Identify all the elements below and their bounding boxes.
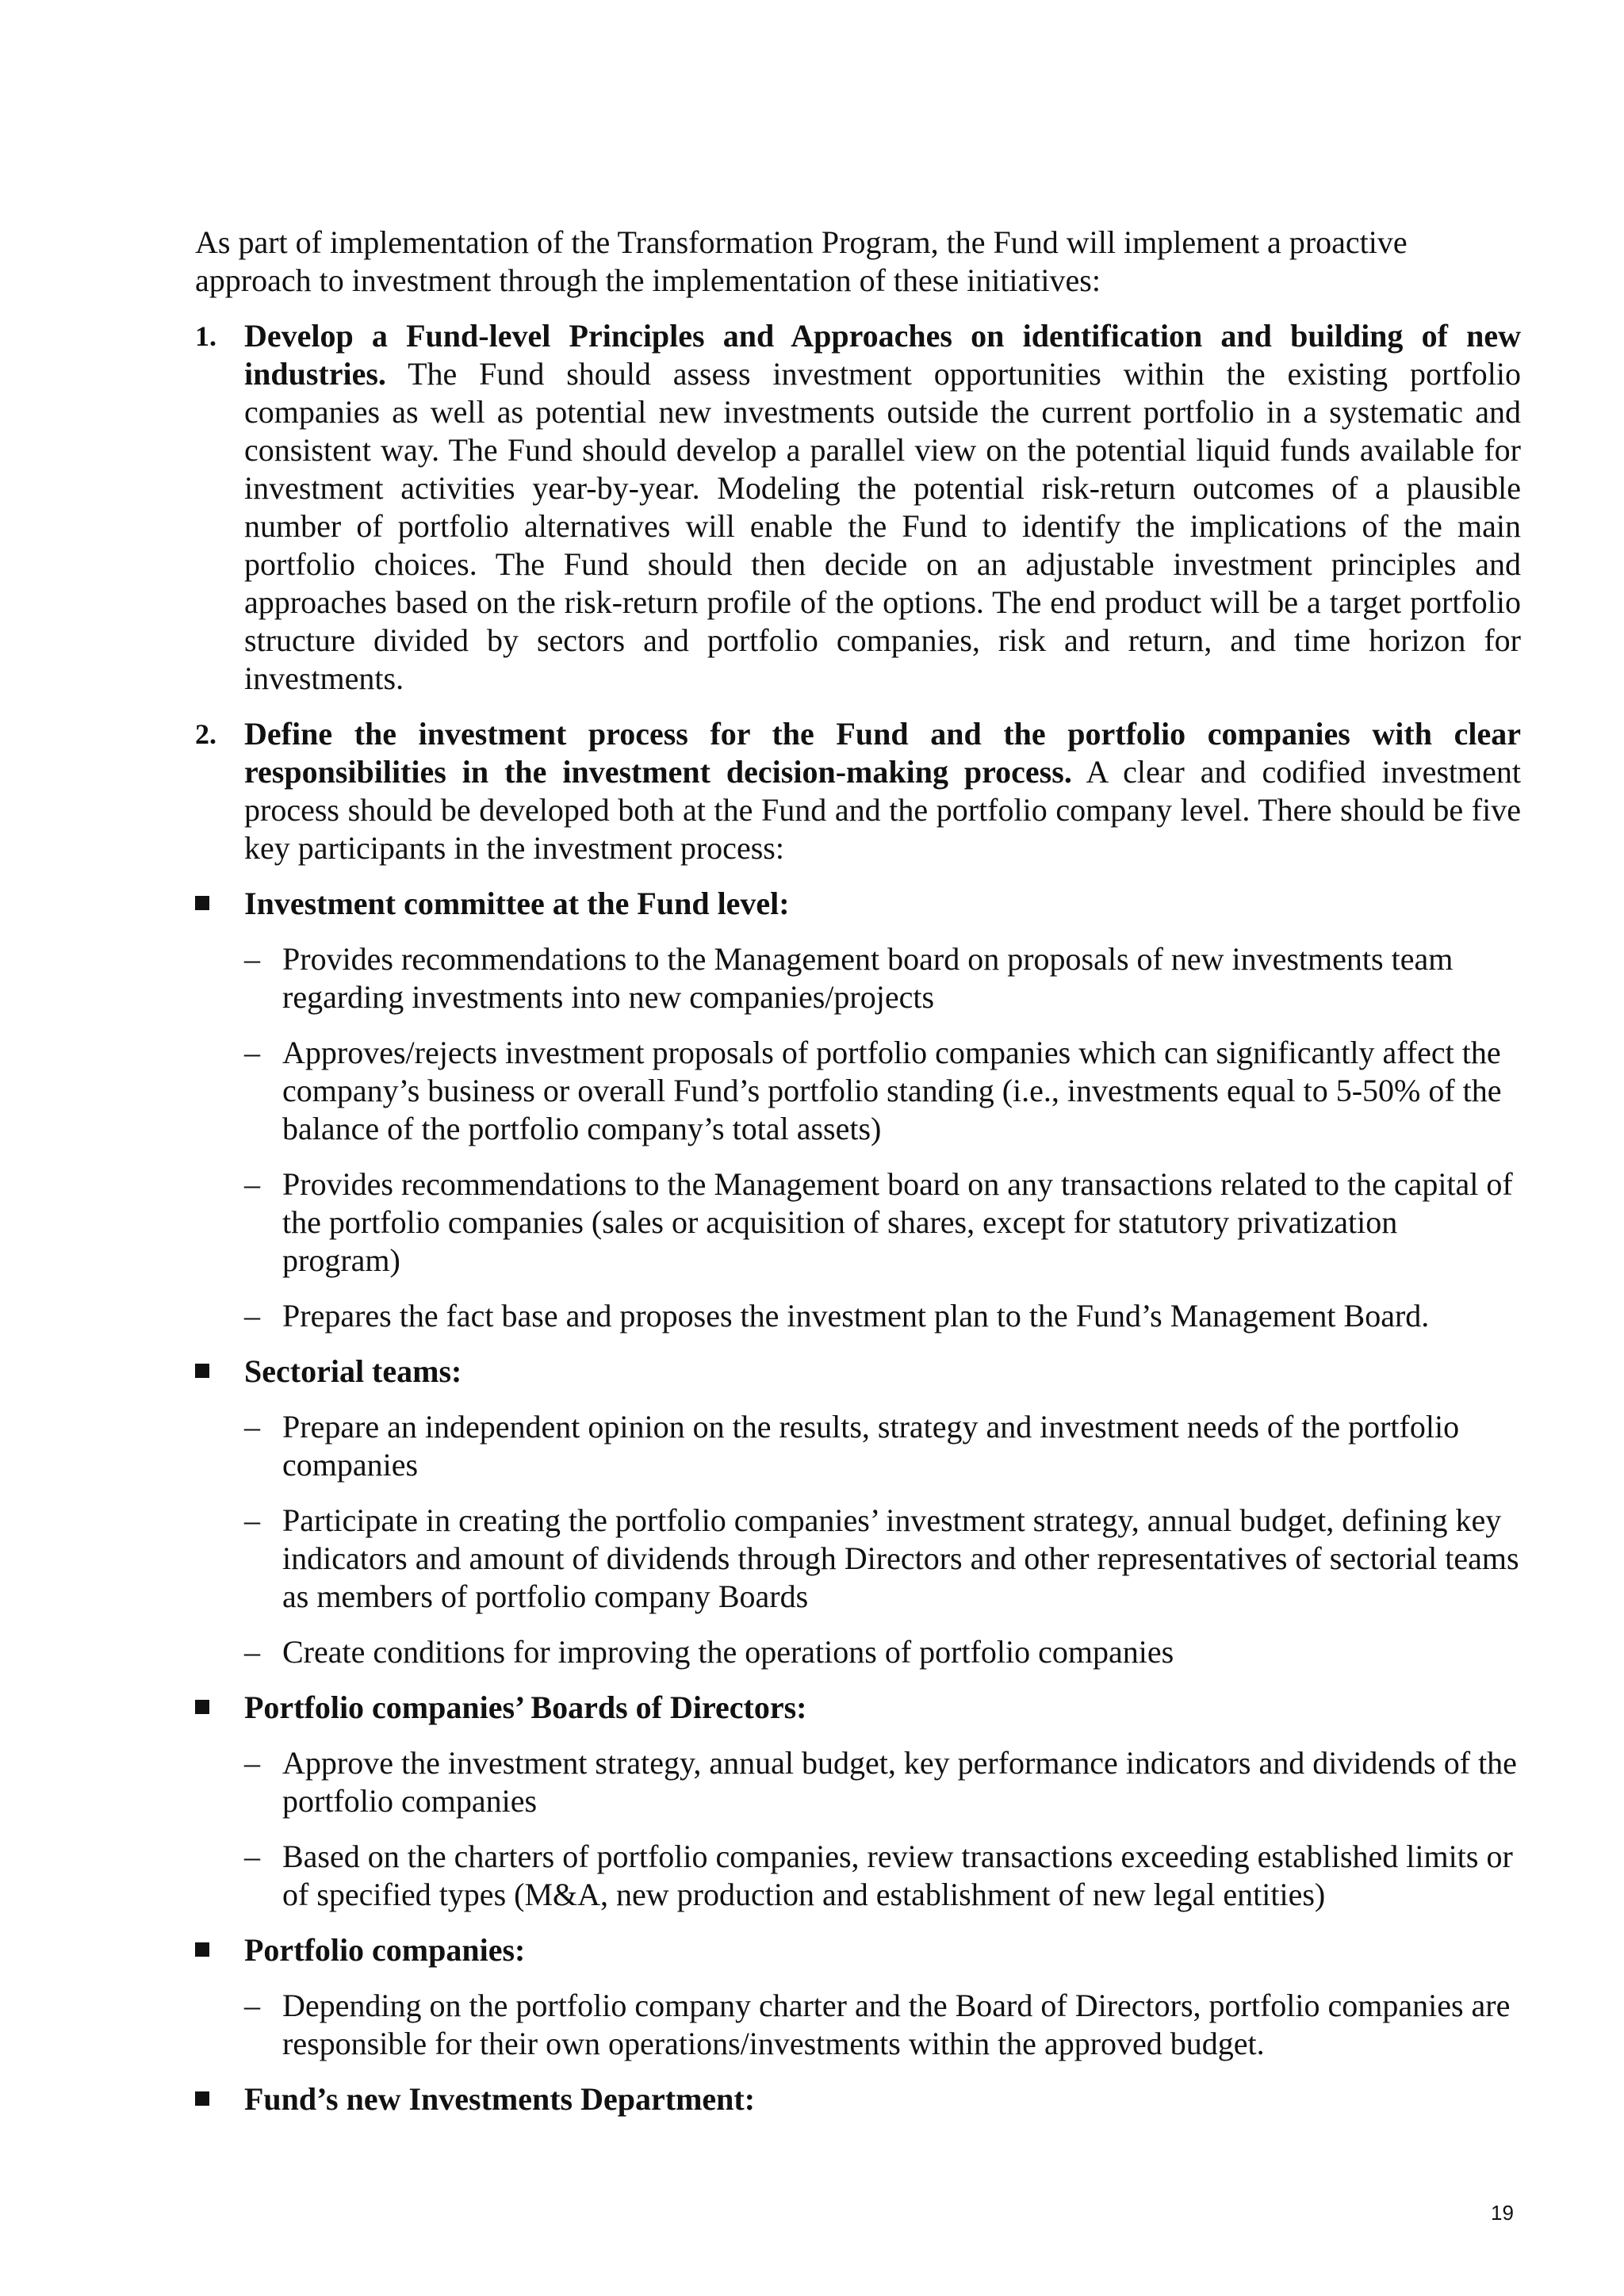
participant-heading-text: Portfolio companies: [244, 1932, 526, 1968]
duty-item [244, 1408, 1521, 1484]
square-bullet-icon [195, 2091, 209, 2106]
square-bullet-icon [195, 1942, 209, 1957]
item-number: 2. [195, 718, 216, 750]
dash-bullet-icon: – [244, 1839, 260, 1874]
participant-duties [244, 1744, 1521, 1914]
duty-text: Based on the charters of portfolio companies, review transactions exceeding established limits or of specified types (M&A, new production and establishment of new legal entities) [282, 1839, 1513, 1912]
participant-heading [195, 1689, 1521, 1727]
participant-duties [244, 940, 1521, 1335]
participant-heading-text: Investment committee at the Fund level: [244, 886, 790, 921]
duty-text: Depending on the portfolio company charter and the Board of Directors, portfolio companies are responsible for their own operations/investments within the approved budget. [282, 1988, 1511, 2061]
item-number: 1. [195, 320, 216, 352]
page-number: 19 [1491, 2201, 1514, 2225]
dash-bullet-icon: – [244, 1745, 260, 1781]
duty-text: Provides recommendations to the Management board on any transactions related to the capital of the portfolio companies (sales or acquisition of shares, except for statutory privatization program) [282, 1166, 1513, 1278]
square-bullet-icon [195, 1700, 209, 1714]
duty-text: Prepares the fact base and proposes the investment plan to the Fund’s Management Board. [282, 1298, 1430, 1334]
duty-item [244, 1633, 1521, 1671]
intro-paragraph: As part of implementation of the Transformation Program, the Fund will implement a proactive approach to investment through the implementation of these initiatives: [195, 224, 1408, 298]
participant-heading-text: Sectorial teams: [244, 1353, 462, 1389]
participants-list [195, 885, 1521, 2118]
duty-item [244, 1034, 1521, 1148]
duty-item [244, 940, 1521, 1016]
participant-heading-text: Fund’s new Investments Department: [244, 2081, 756, 2117]
square-bullet-icon [195, 1364, 209, 1378]
duty-text: Approves/rejects investment proposals of portfolio companies which can significantly affect the company’s business or overall Fund’s portfolio standing (i.e., investments equal to 5-50% of the balance of the portfolio company’s total assets) [282, 1035, 1502, 1146]
dash-bullet-icon: – [244, 941, 260, 977]
participant-heading [195, 885, 1521, 923]
duty-text: Approve the investment strategy, annual budget, key performance indicators and dividends of the portfolio companies [282, 1745, 1517, 1819]
duty-item [244, 1297, 1521, 1335]
participant-heading [195, 2080, 1521, 2118]
duty-text: Participate in creating the portfolio companies’ investment strategy, annual budget, defining key indicators and amount of dividends through Directors and other representatives of sectorial teams as members of portfolio company Boards [282, 1502, 1519, 1614]
duty-text: Prepare an independent opinion on the results, strategy and investment needs of the portfolio companies [282, 1409, 1460, 1483]
duty-item [244, 1502, 1521, 1616]
participant-heading-text: Portfolio companies’ Boards of Directors: [244, 1689, 807, 1725]
dash-bullet-icon: – [244, 1409, 260, 1445]
document-page [195, 224, 1521, 2136]
participant-duties [244, 1408, 1521, 1671]
item-body: The Fund should assess investment opportunities within the existing portfolio companies as well as potential new investments outside the current portfolio in a systematic and consistent way. The Fund should develop a parallel view on the potential liquid funds available for investment activities year-by-year. Modeling the potential risk-return outcomes of a plausible number of portfolio alternatives will enable the Fund to identify the implications of the main portfolio choices. The Fund should then decide on an adjustable investment principles and approaches based on the risk-return profile of the options. The end product will be a target portfolio structure divided by sectors and portfolio companies, risk and return, and time horizon for investments. [244, 356, 1521, 696]
dash-bullet-icon: – [244, 1298, 260, 1334]
duty-text: Provides recommendations to the Management board on proposals of new investments team regarding investments into new companies/projects [282, 941, 1454, 1015]
dash-bullet-icon: – [244, 1502, 260, 1538]
participant-duties [244, 1987, 1521, 2063]
square-bullet-icon [195, 896, 209, 910]
duty-item [244, 1838, 1521, 1914]
dash-bullet-icon: – [244, 1166, 260, 1202]
item-title: Define the investment process for the Fund and the portfolio companies with clear responsibilities in the investment decision-making process. [244, 716, 1521, 790]
duty-item [244, 1987, 1521, 2063]
dash-bullet-icon: – [244, 1634, 260, 1670]
numbered-item [195, 317, 1521, 698]
dash-bullet-icon: – [244, 1988, 260, 2023]
participant-heading [195, 1353, 1521, 1391]
numbered-item [195, 715, 1521, 867]
item-title: Develop a Fund-level Principles and Approaches on identification and building of new industries. [244, 318, 1521, 392]
dash-bullet-icon: – [244, 1035, 260, 1070]
item-body: A clear and codified investment process should be developed both at the Fund and the portfolio company level. There should be five key participants in the investment process: [244, 754, 1521, 866]
duty-item [244, 1744, 1521, 1820]
duty-text: Create conditions for improving the operations of portfolio companies [282, 1634, 1174, 1670]
duty-item [244, 1165, 1521, 1280]
participant-heading [195, 1931, 1521, 1969]
